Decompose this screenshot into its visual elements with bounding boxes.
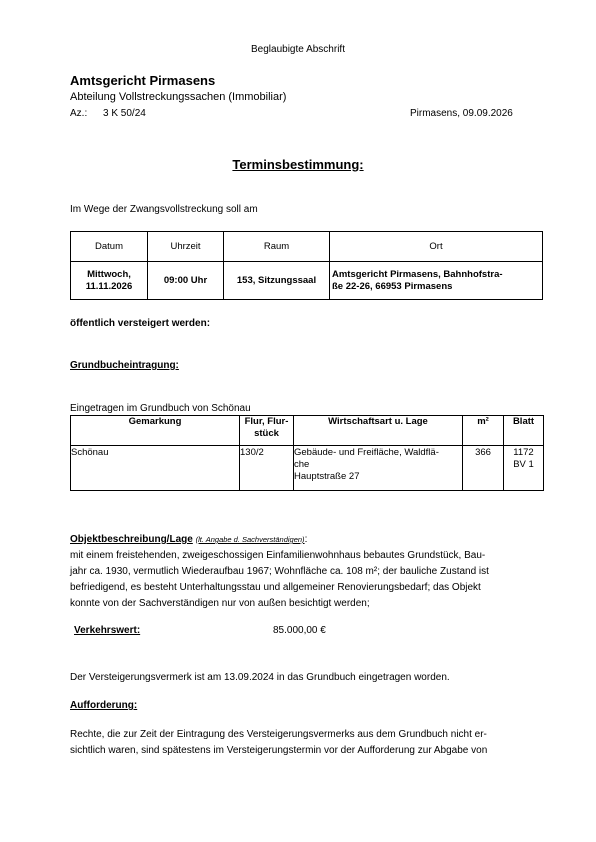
request-text-line: Rechte, die zur Zeit der Eintragung des Versteigerungsvermerks aus dem Grundbuch nicht er-	[70, 729, 487, 740]
schedule-location	[330, 262, 543, 300]
land-register-data-row	[71, 446, 544, 491]
object-heading-label: Objektbeschreibung/Lage	[70, 534, 193, 545]
schedule-table	[70, 231, 543, 300]
land-register-table	[70, 415, 544, 491]
schedule-time: 09:00 Uhr	[148, 262, 224, 300]
registration-note: Der Versteigerungsvermerk ist am 13.09.2024 in das Grundbuch eingetragen worden.	[70, 672, 450, 683]
page-title: Terminsbestimmung:	[232, 157, 364, 172]
cell-wirtschaftsart-line1: Gebäude- und Freifläche, Waldflä-	[294, 447, 439, 458]
land-register-header-row	[71, 416, 544, 446]
header-blatt: Blatt	[504, 416, 544, 446]
court-name: Amtsgericht Pirmasens	[70, 73, 216, 88]
market-value-amount: 85.000,00 €	[273, 625, 326, 636]
object-description-line: mit einem freistehenden, zweigeschossigen Einfamilienwohnhaus bebautes Grundstück, Bau-	[70, 550, 486, 561]
place-date: Pirmasens, 09.09.2026	[410, 108, 513, 119]
object-heading-note: (lt. Angabe d. Sachverständigen)	[195, 535, 305, 544]
intro-text: Im Wege der Zwangsvollstreckung soll am	[70, 204, 258, 215]
cell-flur: 130/2	[240, 446, 294, 491]
schedule-date-weekday: Mittwoch,	[87, 268, 131, 280]
cell-wirtschaftsart-line2: che	[294, 459, 310, 470]
object-heading	[70, 534, 307, 545]
schedule-data-row	[71, 262, 543, 300]
request-text	[70, 727, 487, 759]
request-heading: Aufforderung:	[70, 700, 138, 711]
header-flur	[240, 416, 294, 446]
object-description-line: konnte von der Sachverständigen nur von außen besichtigt werden;	[70, 598, 370, 609]
header-datum: Datum	[71, 232, 148, 262]
header-flur-line1: Flur, Flur-	[244, 416, 289, 427]
header-uhrzeit: Uhrzeit	[148, 232, 224, 262]
land-register-location: Eingetragen im Grundbuch von Schönau	[70, 403, 251, 414]
schedule-location-line2: ße 22-26, 66953 Pirmasens	[332, 280, 453, 292]
cell-area: 366	[463, 446, 504, 491]
header-area: m²	[463, 416, 504, 446]
object-description-line: befriedigend, es besteht Unterhaltungsstau und allgemeiner Renovierungsbedarf; das Objekt	[70, 582, 481, 593]
auction-statement: öffentlich versteigert werden:	[70, 318, 211, 329]
case-number: 3 K 50/24	[103, 108, 146, 119]
schedule-date	[71, 262, 148, 300]
schedule-room: 153, Sitzungssaal	[224, 262, 330, 300]
market-value-label: Verkehrswert:	[74, 625, 141, 636]
schedule-location-line1: Amtsgericht Pirmasens, Bahnhofstra-	[332, 268, 503, 280]
cell-wirtschaftsart	[294, 446, 463, 491]
cell-blatt	[504, 446, 544, 491]
cell-wirtschaftsart-line3: Hauptstraße 27	[294, 471, 360, 482]
header-ort: Ort	[330, 232, 543, 262]
cell-blatt-line2: BV 1	[513, 459, 534, 470]
land-register-heading: Grundbucheintragung:	[70, 360, 179, 371]
schedule-date-day: 11.11.2026	[85, 280, 133, 292]
object-heading-colon: :	[304, 534, 308, 545]
az-label: Az.:	[70, 108, 88, 119]
cell-gemarkung: Schönau	[71, 446, 240, 491]
request-text-line: sichtlich waren, sind spätestens im Versteigerungstermin vor der Aufforderung zur Abgabe von	[70, 745, 488, 756]
header-gemarkung: Gemarkung	[71, 416, 240, 446]
schedule-header-row	[71, 232, 543, 262]
cell-blatt-line1: 1172	[513, 447, 534, 458]
object-description	[70, 548, 489, 612]
certified-copy-label: Beglaubigte Abschrift	[251, 44, 345, 55]
department-name: Abteilung Vollstreckungssachen (Immobiliar)	[70, 91, 287, 103]
object-description-line: jahr ca. 1930, vermutlich Wiederaufbau 1967; Wohnfläche ca. 108 m²; der bauliche Zustand ist	[70, 566, 489, 577]
header-flur-line2: stück	[254, 428, 279, 439]
header-raum: Raum	[224, 232, 330, 262]
header-wirtschaftsart: Wirtschaftsart u. Lage	[294, 416, 463, 446]
